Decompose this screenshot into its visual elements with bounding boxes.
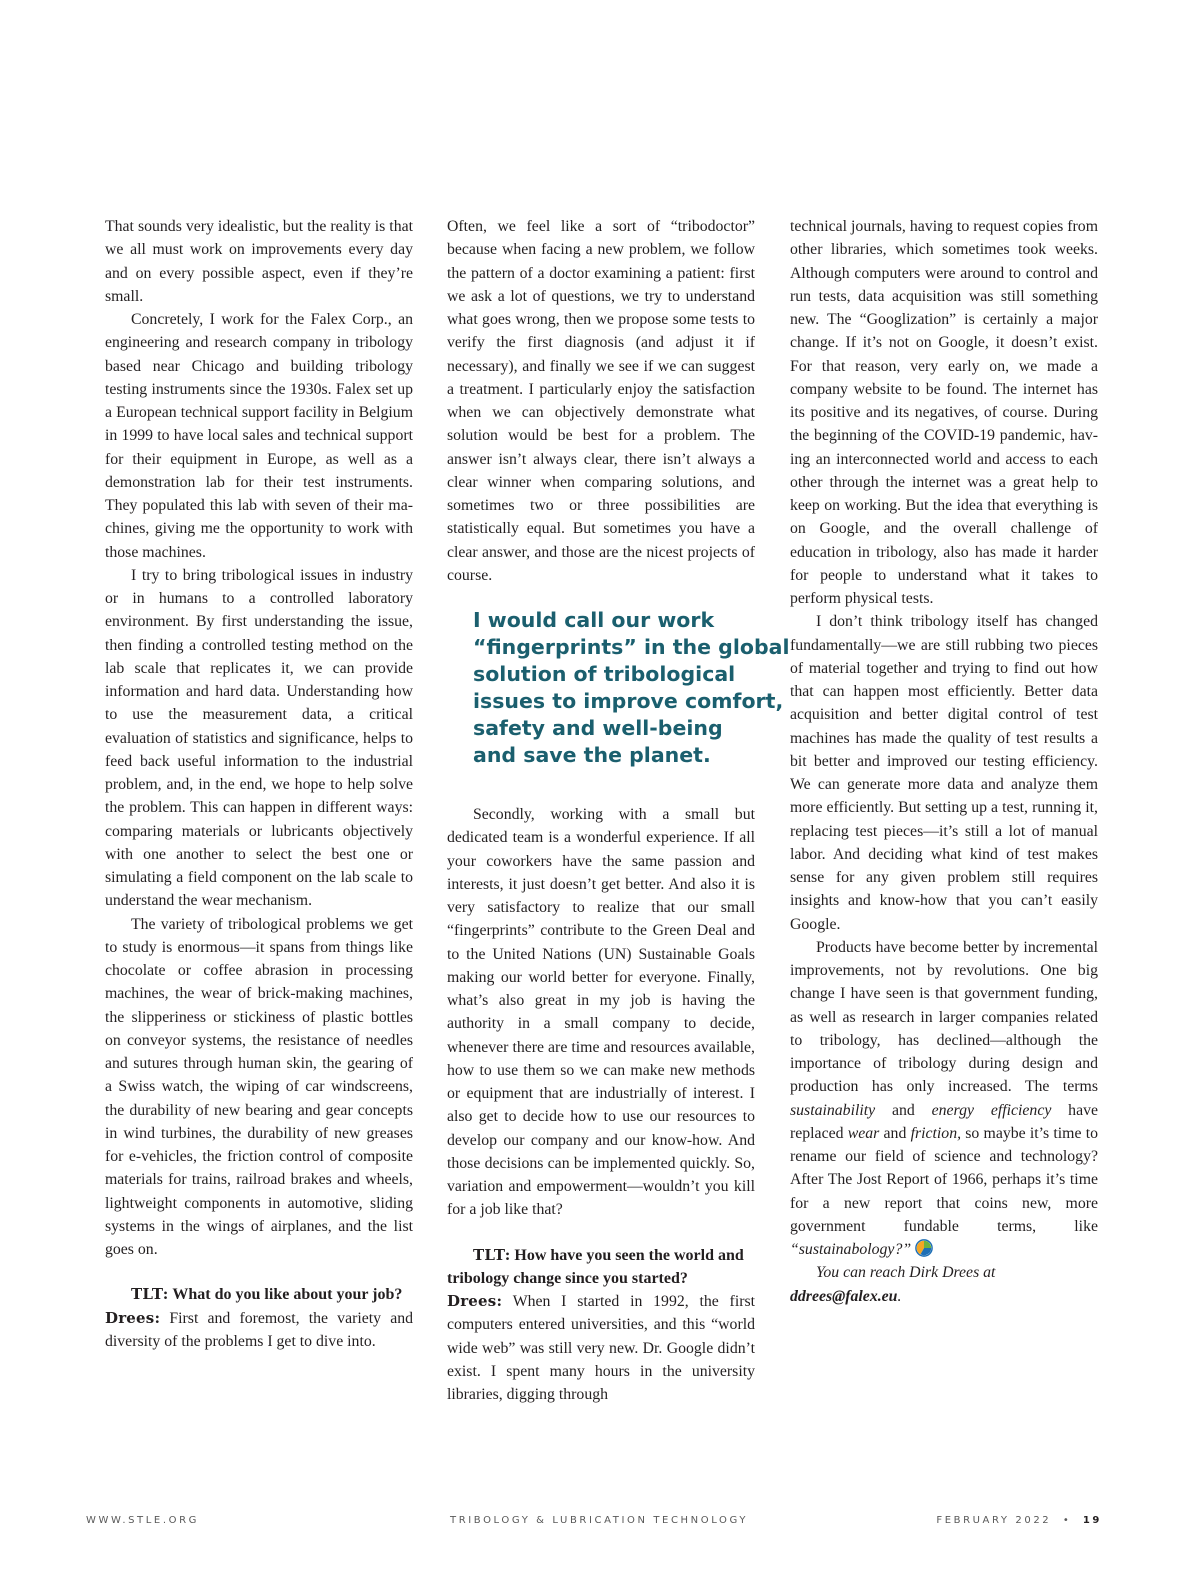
paragraph: Secondly, working with a small but dedicated team is a wonderful experience. If all your coworkers have the same passion and interests, it just doesn’t get better. And also it is very satisfactory to realize that our small “fingerprints” contribute to the Green Deal and to the United Nations (UN) Sustainable Goals making our world better for everyone. Finally, what’s also great in my job is having the authority in a small company to decide, whenever there are time and resources available, how to use them so we can make new methods or equipment that are industrially of interest. I also get to decide how to use our resources to develop our company and our know-how. And those decisions can be implemented quickly. So, variation and empowerment—wouldn’t you kill for a job like that? <box>447 806 755 1219</box>
paragraph: technical journals, having to request copies from other libraries, which sometimes took weeks. Although computers were around to control and run tests, data acquisition was still something new. The “Googlization” is certainly a major change. If it’s not on Google, it doesn’t exist. For that reason, very early on, we made a company website to be found. The internet has its positive and its negatives, of course. During the beginning of the COVID-19 pandemic, having an interconnected world and access to each other through the internet was a great help to keep on working. But the idea that everything is on Google, and the overall challenge of education in tribology, also has made it harder for people to understand what it takes to perform physical tests. <box>790 218 1098 607</box>
answer-label: Drees: <box>105 1308 161 1327</box>
pull-quote-line: I would call our work <box>473 608 715 632</box>
emphasis: sustainability <box>790 1101 876 1119</box>
paragraph: Often, we feel like a sort of “tribodoctor” because when facing a new problem, we follow the pattern of a doctor examining a patient: first we ask a lot of questions, we try to understand what goes wrong, then we propose some tests to verify the first diagnosis (and adjust it if necessary), and finally we see if we can suggest a treatment. I particularly enjoy the satisfaction when we can objectively demonstrate what solution would be best for a problem. The answer isn’t always clear, there isn’t always a clear winner when comparing solutions, and sometimes two or three possibilities are statistically equal. But sometimes you have a clear answer, and those are the nicest projects of course. <box>447 218 755 584</box>
answer-label: Drees: <box>447 1292 503 1310</box>
paragraph: The variety of tribological problems we get to study is enormous—it spans from things like chocolate or coffee abrasion in processing machines, the wear of brick-making machines, the slipperiness or stickiness of plastic bottles on conveyor systems, the resistance of needles and sutures through human skin, the gearing of a Swiss watch, the wiping of car windscreens, the durability of new bearing and gear concepts in wind turbines, the durability of new greases for e-vehicles, the friction control of composite materials for trains, railroad brakes and wheels, lightweight components in automotive, sliding systems in the wings of airplanes, and the list goes on. <box>105 915 413 1258</box>
question-label: TLT: <box>131 1285 169 1304</box>
paragraph: Concretely, I work for the Falex Corp., an engineering and research company in tribology based near Chicago and building tribology testing instruments since the 1930s. Falex set up a European technical support facility in Belgium in 1999 to have local sales and technical support for their equipment in Europe, as well as a demonstration lab for their test instruments. They populated this lab with seven of their machines, giving me the opportunity to work with those machines. <box>105 311 413 561</box>
interview-question <box>447 1244 755 1291</box>
question-text: How have you seen the world and tribology change since you started? <box>447 1246 744 1287</box>
interview-answer <box>105 1307 413 1354</box>
text-run: so maybe it’s time to rename our field of science and technology? After The Jost Report of 1966, perhaps it’s time for a new report that coins new, more government fundable terms, like <box>790 1124 1098 1235</box>
pull-quote-line: and save the planet. <box>473 743 711 767</box>
contact-email[interactable]: ddrees@falex.eu <box>790 1287 898 1305</box>
footer-publication: TRIBOLOGY & LUBRICATION TECHNOLOGY <box>450 1515 749 1526</box>
emphasis: friction, <box>910 1124 962 1142</box>
footer-date-page <box>936 1515 1102 1526</box>
emphasis: “sustainabology?” <box>790 1241 912 1258</box>
emphasis: wear <box>847 1124 880 1142</box>
paragraph: I try to bring tribological issues in industry or in humans to a controlled laboratory environment. By first understanding the issue, then finding a controlled testing method on the lab scale that replicates it, we can provide information and hard data. Understanding how to use the measurement data, a critical evaluation of statistics and significance, helps to feed back useful information to the industrial problem, and, in the end, we hope to help solve the problem. This can happen in different ways: comparing materials or lubricants objectively with one another to select the best one or simulating a field component on the lab scale to understand the wear mechanism. <box>105 566 413 910</box>
contact-text: You can reach Dirk Drees at <box>816 1264 996 1282</box>
text-run: and <box>879 1124 911 1142</box>
author-contact <box>790 1261 1098 1308</box>
pull-quote-line: solution of tribological <box>473 662 736 686</box>
article-column-2 <box>447 215 790 1406</box>
contact-period: . <box>897 1287 902 1305</box>
article-column-3 <box>790 215 1098 1308</box>
stle-end-mark-icon <box>915 1239 933 1257</box>
answer-text: When I started in 1992, the first computers entered universities, and this “world wide web” was still very new. Dr. Google didn’t exist. I spent many hours in the university libraries, digging through <box>447 1293 755 1403</box>
paragraph: That sounds very idealistic, but the reality is that we all must work on improvements every day and on every possible aspect, even if they’re small. <box>105 218 413 305</box>
answer-text: First and foremost, the variety and diversity of the problems I get to dive into. <box>105 1309 414 1350</box>
question-text: What do you like about your job? <box>172 1286 403 1304</box>
page-footer <box>86 1515 1102 1529</box>
emphasis: energy efficiency <box>931 1101 1052 1119</box>
paragraph <box>790 936 1098 1262</box>
text-run: and <box>875 1101 932 1119</box>
pull-quote-line: safety and well-being <box>473 716 723 740</box>
page-number: 19 <box>1082 1515 1102 1526</box>
question-label: TLT: <box>473 1245 511 1264</box>
footer-separator: • <box>1062 1515 1072 1526</box>
article-column-1 <box>105 215 413 1353</box>
footer-date: FEBRUARY 2022 <box>936 1515 1052 1526</box>
interview-question <box>105 1283 413 1306</box>
pull-quote <box>473 607 790 769</box>
pull-quote-line: “fingerprints” in the global <box>473 635 790 659</box>
text-run: have replaced <box>790 1101 1098 1142</box>
pull-quote-line: issues to improve comfort, <box>473 689 784 713</box>
paragraph: I don’t think tribology itself has changed fundamentally—we are still rubbing two pieces of material together and trying to find out how that can happen most efficiently. Better data acquisition and better digital control of test machines has made the quality of test results a bit better and improved our testing efficiency. We can generate more data and analyze them more efficiently. But setting up a test, running it, replacing test pieces—it’s still a lot of manual labor. And deciding what kind of test makes sense for any given problem still requires insights and know-how that you can’t easily Google. <box>790 613 1098 933</box>
text-run: Products have become better by incremental improvements, not by revolutions. One big change I have seen is that government funding, as well as research in larger companies related to tribology, has declined—although the importance of tribology during design and production has only increased. The terms <box>790 938 1098 1096</box>
interview-answer <box>447 1290 755 1406</box>
footer-website[interactable]: WWW.STLE.ORG <box>86 1515 199 1526</box>
